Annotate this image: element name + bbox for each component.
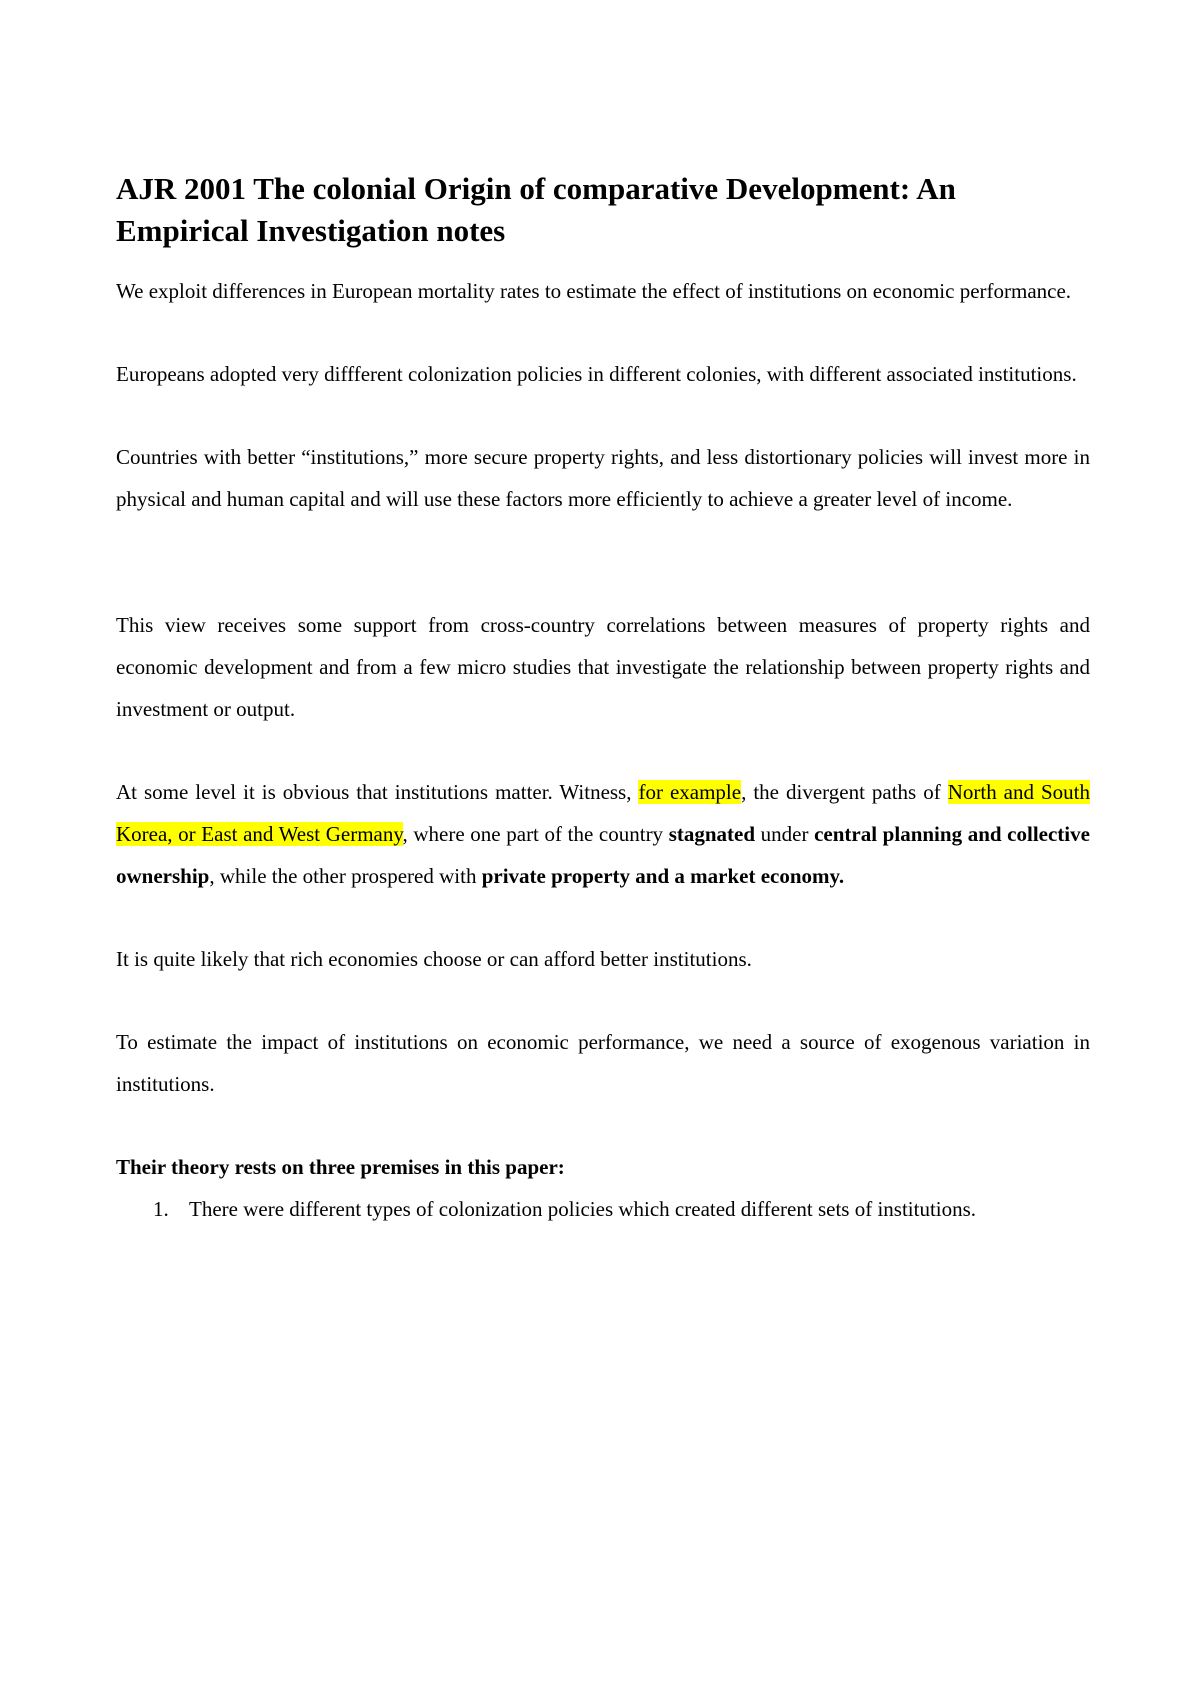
text-segment: , where one part of the country — [402, 822, 669, 846]
text-segment: under — [755, 822, 815, 846]
blank-line — [116, 561, 1090, 604]
list-item-text: There were different types of colonization policies which created different sets of institutions. — [189, 1197, 977, 1221]
paragraph-rich-economies: It is quite likely that rich economies choose or can afford better institutions. — [116, 947, 752, 971]
premises-list — [116, 1188, 1090, 1230]
text-segment: , while the other prospered with — [209, 864, 482, 888]
paragraph-exogenous-variation: To estimate the impact of institutions on economic performance, we need a source of exogenous variation in institutions. — [116, 1030, 1090, 1096]
list-item-number: 1. — [153, 1197, 169, 1221]
bold-text: stagnated — [668, 822, 756, 846]
paragraph-colonization-policies: Europeans adopted very diffferent colonization policies in different colonies, with different associated institutions. — [116, 362, 1077, 386]
list-item — [116, 1188, 1090, 1230]
paragraph-institutions-matter — [116, 771, 1090, 897]
bold-text: central planning and collective ownership — [116, 822, 1090, 888]
document-page — [116, 168, 1090, 1230]
paragraph-institutions-income: Countries with better “institutions,” more secure property rights, and less distortionary policies will invest more in physical and human capital and will use these factors more efficiently to achieve a greater level of income. — [116, 445, 1090, 511]
bold-text: private property and a market economy. — [481, 864, 845, 888]
paragraph-cross-country: This view receives some support from cross-country correlations between measures of property rights and economic development and from a few micro studies that investigate the relationship between property rights and investment or output. — [116, 613, 1090, 721]
paragraph-mortality: We exploit differences in European mortality rates to estimate the effect of institutions on economic performance. — [116, 279, 1072, 303]
text-segment: , the divergent paths of — [741, 780, 948, 804]
highlighted-text: North and South Korea, or East and West Germany — [116, 780, 1091, 846]
highlighted-text: for example — [638, 780, 742, 804]
text-segment: At some level it is obvious that institutions matter. Witness, — [116, 780, 639, 804]
document-title: AJR 2001 The colonial Origin of comparative Development: An Empirical Investigation notes — [116, 171, 956, 248]
premises-heading: Their theory rests on three premises in this paper: — [116, 1155, 565, 1179]
